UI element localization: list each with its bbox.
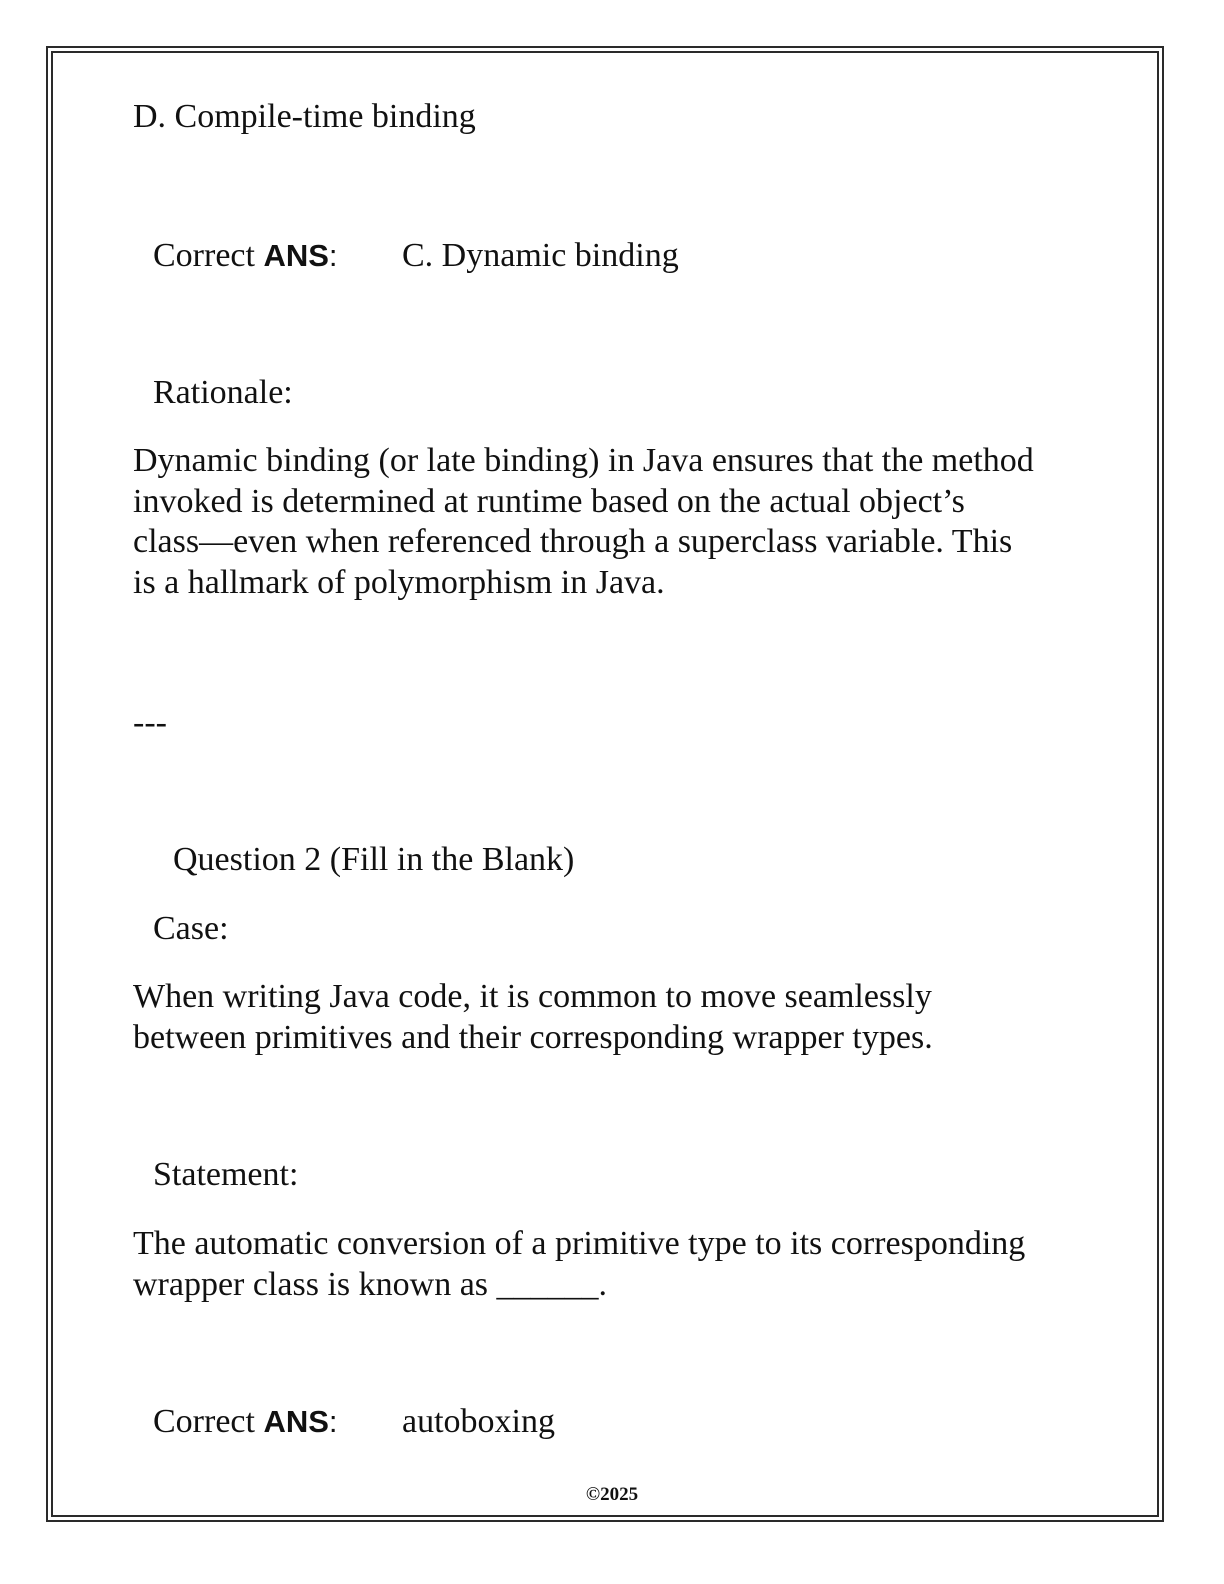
rationale-line: is a hallmark of polymorphism in Java. (133, 563, 665, 601)
case-paragraph (133, 977, 1093, 1058)
rationale-line: Dynamic binding (or late binding) in Java ensures that the method (133, 442, 1034, 479)
rationale-heading: Rationale: (153, 374, 293, 411)
answer-1-label: ANS (263, 238, 329, 273)
answer-2-row (153, 1402, 753, 1442)
answer-2-prefix: Correct (153, 1403, 264, 1440)
rationale-paragraph (133, 441, 1093, 603)
option-d: D. Compile-time binding (133, 98, 476, 135)
answer-1-value: C. Dynamic binding (402, 237, 679, 274)
copyright-footer: ©2025 (585, 1484, 639, 1505)
case-line: between primitives and their corresponding wrapper types. (133, 1018, 933, 1056)
answer-2-colon: : (328, 1404, 338, 1439)
statement-line: wrapper class is known as ______. (133, 1265, 608, 1303)
answer-2-label: ANS (263, 1404, 329, 1439)
statement-heading: Statement: (153, 1156, 299, 1193)
answer-1-colon: : (328, 238, 338, 273)
case-heading: Case: (153, 910, 229, 947)
separator: --- (133, 704, 167, 741)
rationale-line: invoked is determined at runtime based on the actual object’s (133, 482, 965, 520)
answer-1-row (153, 236, 853, 276)
rationale-line: class—even when referenced through a superclass variable. This (133, 523, 1013, 560)
answer-2-value: autoboxing (402, 1403, 555, 1440)
answer-1-prefix: Correct (153, 237, 264, 274)
case-line: When writing Java code, it is common to move seamlessly (133, 978, 932, 1015)
question-2-title: Question 2 (Fill in the Blank) (173, 841, 575, 878)
statement-paragraph (133, 1224, 1093, 1305)
statement-line: The automatic conversion of a primitive type to its corresponding (133, 1225, 1026, 1262)
